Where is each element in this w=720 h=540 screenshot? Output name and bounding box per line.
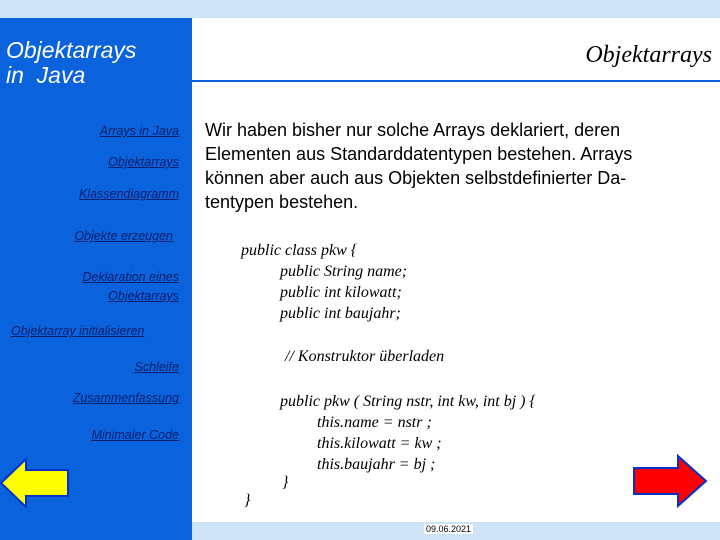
nav-arrays-in-java[interactable]: Arrays in Java xyxy=(99,124,179,138)
header-divider xyxy=(192,80,720,82)
code-line-6: public pkw ( String nstr, int kw, int bj ) { xyxy=(280,393,536,410)
nav-deklaration-line2[interactable]: Objektarrays xyxy=(108,289,179,303)
sidebar-title xyxy=(6,38,136,88)
sidebar-title-line1: Objektarrays xyxy=(6,37,137,63)
nav-deklaration-line1[interactable]: Deklaration eines xyxy=(82,270,179,284)
intro-line-4: tentypen bestehen. xyxy=(205,192,359,212)
code-line-8: this.kilowatt = kw ; xyxy=(317,435,442,452)
code-line-4: public int baujahr; xyxy=(280,305,401,322)
code-line-1: public class pkw { xyxy=(241,242,358,259)
nav-zusammenfassung[interactable]: Zusammenfassung xyxy=(72,391,179,405)
code-line-9: this.baujahr = bj ; xyxy=(317,456,436,473)
code-line-3: public int kilowatt; xyxy=(280,284,402,301)
sidebar-title-line2: in Java xyxy=(6,62,86,88)
footer-date: 09.06.2021 xyxy=(426,524,472,534)
nav-objektarray-initialisieren[interactable]: Objektarray initialisieren xyxy=(11,324,145,338)
intro-line-3: können aber auch aus Objekten selbstdefinierter Da- xyxy=(205,168,627,188)
nav-minimaler-code[interactable]: Minimaler Code xyxy=(91,428,179,442)
nav-schleife[interactable]: Schleife xyxy=(134,360,179,374)
nav-klassendiagramm[interactable]: Klassendiagramm xyxy=(78,187,179,201)
left-arrow-icon[interactable] xyxy=(0,458,70,508)
right-arrow-icon[interactable] xyxy=(632,454,708,508)
intro-line-2: Elementen aus Standarddatentypen bestehen. Arrays xyxy=(205,144,633,164)
code-line-11: } xyxy=(244,492,251,509)
nav-objektarrays[interactable]: Objektarrays xyxy=(108,155,179,169)
code-line-10: } xyxy=(282,474,289,491)
code-comment: // Konstruktor überladen xyxy=(285,348,445,365)
code-line-7: this.name = nstr ; xyxy=(317,414,432,431)
nav-objekte-erzeugen[interactable]: Objekte erzeugen xyxy=(74,229,173,243)
top-band xyxy=(0,0,720,18)
code-line-2: public String name; xyxy=(280,263,408,280)
intro-line-1: Wir haben bisher nur solche Arrays deklariert, deren xyxy=(205,120,621,140)
page-title: Objektarrays xyxy=(585,42,712,68)
intro-text xyxy=(205,118,691,214)
